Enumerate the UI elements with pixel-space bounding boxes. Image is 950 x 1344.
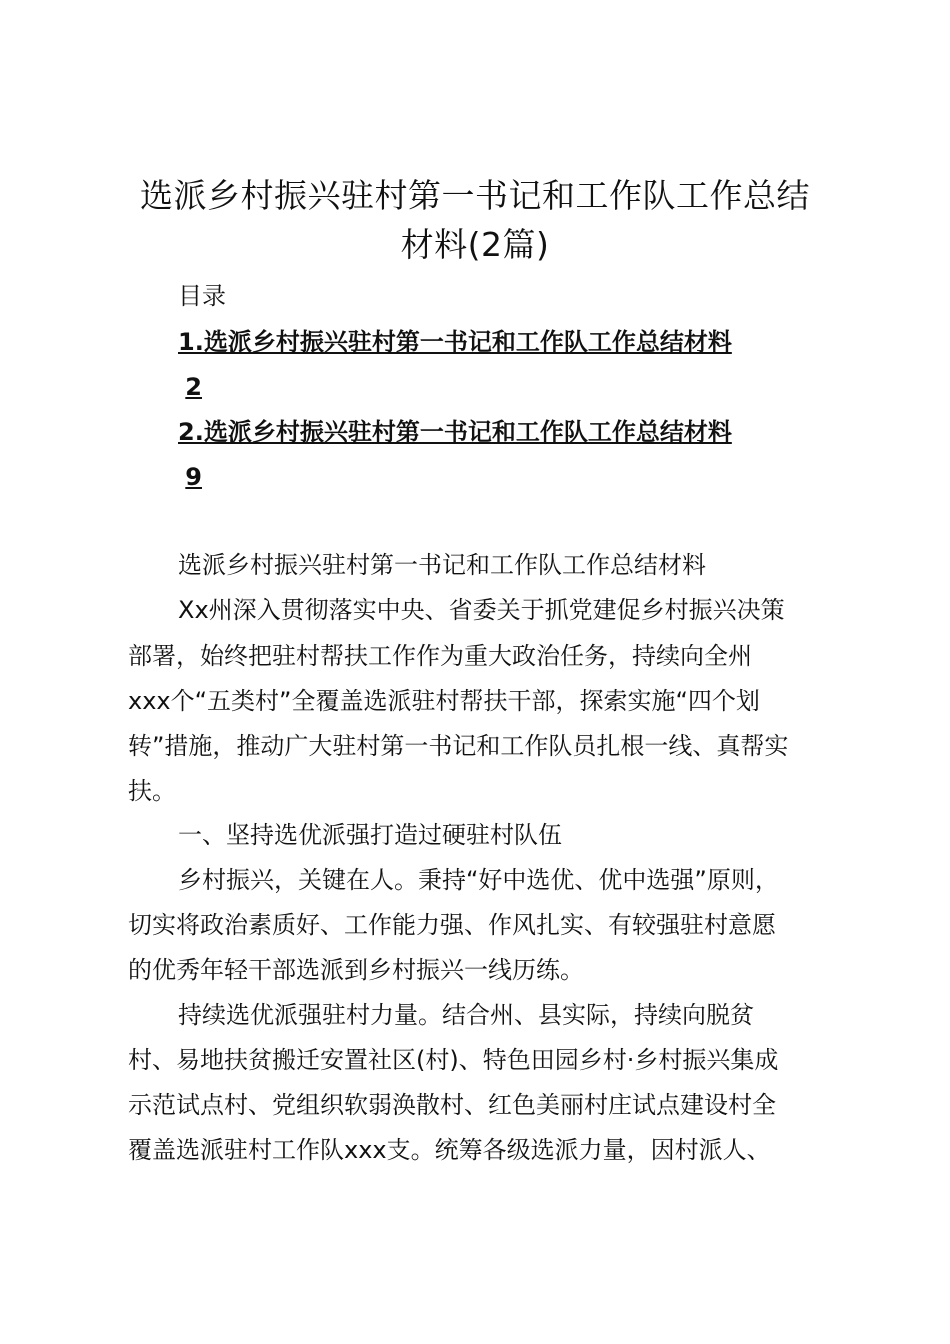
toc-entry-2-page[interactable]: 9 xyxy=(185,463,202,491)
paragraph-line: 覆盖选派驻村工作队xxx支。统筹各级选派力量，因村派人、 xyxy=(128,1136,771,1164)
section-heading: 一、坚持选优派强打造过硬驻村队伍 xyxy=(178,821,562,849)
document-title-line-2: 材料(2篇) xyxy=(400,225,550,264)
paragraph-line: 持续选优派强驻村力量。结合州、县实际，持续向脱贫 xyxy=(178,1001,754,1029)
paragraph-line: 扶。 xyxy=(128,777,176,805)
paragraph-line: 的优秀年轻干部选派到乡村振兴一线历练。 xyxy=(128,956,584,984)
paragraph-line: 示范试点村、党组织软弱涣散村、红色美丽村庄试点建设村全 xyxy=(128,1091,776,1119)
toc-entry-1[interactable]: 1.选派乡村振兴驻村第一书记和工作队工作总结材料 xyxy=(178,328,732,356)
paragraph-line: 转”措施，推动广大驻村第一书记和工作队员扎根一线、真帮实 xyxy=(128,732,789,760)
toc-entry-2[interactable]: 2.选派乡村振兴驻村第一书记和工作队工作总结材料 xyxy=(178,418,732,446)
paragraph-line: 部署，始终把驻村帮扶工作作为重大政治任务，持续向全州 xyxy=(128,642,752,670)
toc-entry-1-page[interactable]: 2 xyxy=(185,373,202,401)
section-title: 选派乡村振兴驻村第一书记和工作队工作总结材料 xyxy=(178,551,706,579)
paragraph-line: 村、易地扶贫搬迁安置社区(村)、特色田园乡村·乡村振兴集成 xyxy=(128,1046,779,1074)
paragraph-line: 切实将政治素质好、工作能力强、作风扎实、有较强驻村意愿 xyxy=(128,911,776,939)
toc-heading: 目录 xyxy=(178,282,226,310)
document-title-line-1: 选派乡村振兴驻村第一书记和工作队工作总结 xyxy=(140,176,810,215)
paragraph-line: Xx州深入贯彻落实中央、省委关于抓党建促乡村振兴决策 xyxy=(178,596,785,624)
paragraph-line: xxx个“五类村”全覆盖选派驻村帮扶干部，探索实施“四个划 xyxy=(128,687,760,715)
paragraph-line: 乡村振兴，关键在人。秉持“好中选优、优中选强”原则， xyxy=(178,866,779,894)
